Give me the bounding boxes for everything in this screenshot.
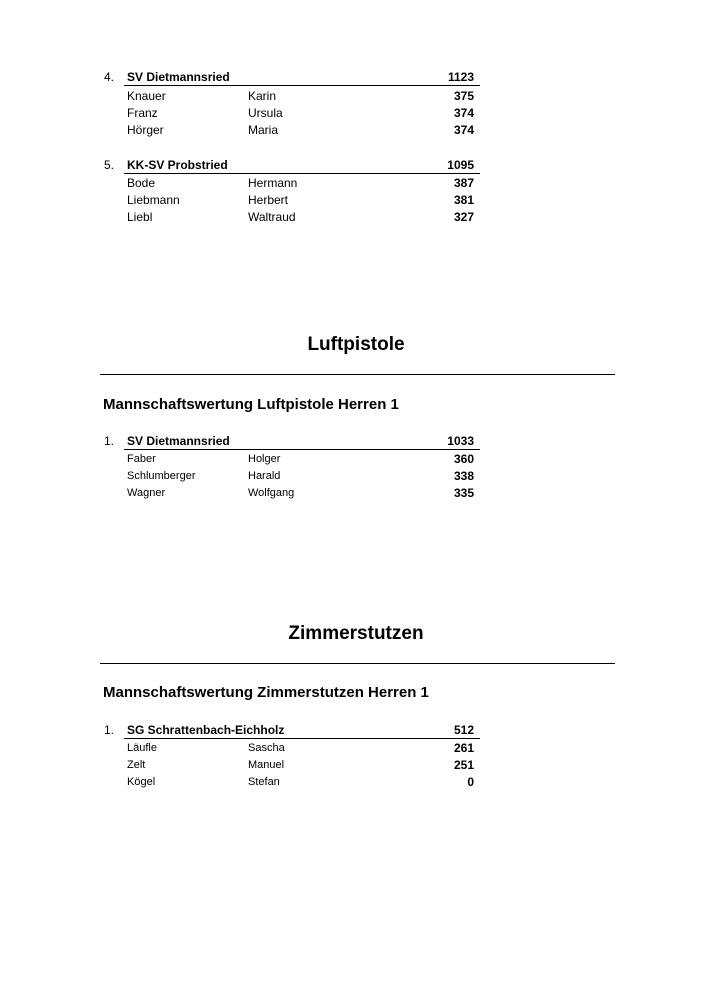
subsection-title: Mannschaftswertung Zimmerstutzen Herren 1 xyxy=(103,684,429,701)
team-total: 1033 xyxy=(447,434,474,448)
member-row xyxy=(0,740,712,757)
team-rank: 4. xyxy=(104,70,115,84)
member-last-name: Kögel xyxy=(127,776,156,788)
team-rank: 1. xyxy=(104,434,115,448)
section-title-luftpistole: Luftpistole xyxy=(307,334,405,355)
team-rank: 5. xyxy=(104,158,115,172)
member-row xyxy=(0,468,712,485)
team-divider xyxy=(124,173,480,174)
member-first-name: Karin xyxy=(248,89,277,103)
member-row xyxy=(0,485,712,502)
team-header xyxy=(0,433,712,451)
member-row xyxy=(0,88,712,105)
team-divider xyxy=(124,738,480,739)
team-total: 1095 xyxy=(447,158,474,172)
member-first-name: Maria xyxy=(248,123,279,137)
member-first-name: Herbert xyxy=(248,193,289,207)
member-last-name: Wagner xyxy=(127,487,166,499)
member-score: 360 xyxy=(453,452,474,466)
member-row xyxy=(0,105,712,122)
member-score: 375 xyxy=(453,89,474,103)
member-score: 251 xyxy=(453,758,474,772)
team-header xyxy=(0,69,712,87)
section-title-zimmerstutzen: Zimmerstutzen xyxy=(288,623,424,644)
member-score: 327 xyxy=(453,210,474,224)
member-last-name: Faber xyxy=(127,453,156,465)
team-name: KK-SV Probstried xyxy=(127,158,228,172)
team-name: SV Dietmannsried xyxy=(127,434,230,448)
member-first-name: Stefan xyxy=(248,776,280,788)
member-last-name: Franz xyxy=(127,106,158,120)
team-divider xyxy=(124,449,480,450)
member-row xyxy=(0,122,712,139)
member-score: 338 xyxy=(453,469,474,483)
member-score: 261 xyxy=(453,741,474,755)
member-row xyxy=(0,175,712,192)
member-last-name: Bode xyxy=(127,176,156,190)
member-first-name: Hermann xyxy=(248,176,298,190)
team-rank: 1. xyxy=(104,723,115,737)
member-first-name: Holger xyxy=(248,453,281,465)
member-last-name: Liebmann xyxy=(127,193,180,207)
section-divider xyxy=(100,374,615,375)
section-divider xyxy=(100,663,615,664)
member-last-name: Hörger xyxy=(127,123,164,137)
member-score: 374 xyxy=(453,106,474,120)
member-score: 381 xyxy=(453,193,474,207)
member-score: 374 xyxy=(453,123,474,137)
member-last-name: Läufle xyxy=(127,742,157,754)
member-first-name: Wolfgang xyxy=(248,487,295,499)
member-first-name: Harald xyxy=(248,470,281,482)
member-row xyxy=(0,192,712,209)
team-divider xyxy=(124,85,480,86)
member-first-name: Manuel xyxy=(248,759,285,771)
team-name: SG Schrattenbach-Eichholz xyxy=(127,723,285,737)
member-score: 0 xyxy=(467,775,474,789)
member-first-name: Sascha xyxy=(248,742,285,754)
team-total: 512 xyxy=(453,723,474,737)
subsection-title: Mannschaftswertung Luftpistole Herren 1 xyxy=(103,396,399,413)
member-last-name: Knauer xyxy=(127,89,166,103)
member-row xyxy=(0,757,712,774)
team-total: 1123 xyxy=(447,70,474,84)
team-header xyxy=(0,722,712,740)
member-last-name: Schlumberger xyxy=(127,470,196,482)
team-name: SV Dietmannsried xyxy=(127,70,230,84)
member-row xyxy=(0,774,712,791)
member-score: 335 xyxy=(453,486,474,500)
member-last-name: Zelt xyxy=(127,759,146,771)
member-score: 387 xyxy=(453,176,474,190)
team-header xyxy=(0,157,712,175)
member-row xyxy=(0,209,712,226)
member-first-name: Ursula xyxy=(248,106,283,120)
member-row xyxy=(0,451,712,468)
member-first-name: Waltraud xyxy=(248,210,296,224)
member-last-name: Liebl xyxy=(127,210,153,224)
